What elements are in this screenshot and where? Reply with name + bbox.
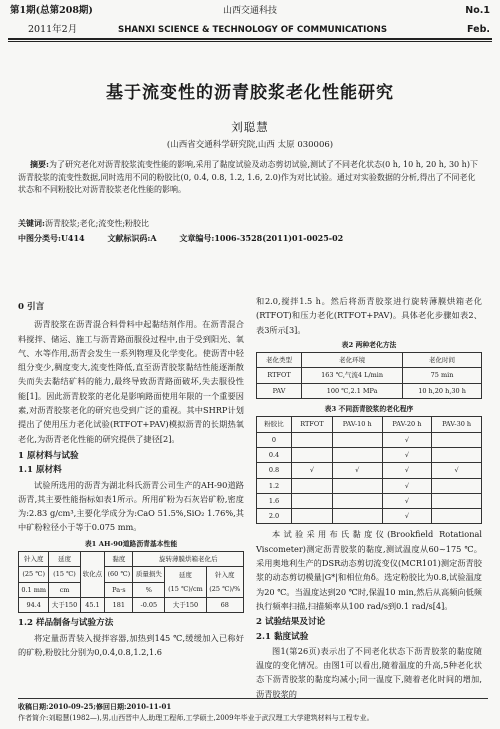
table-row [257,368,482,383]
t3-cell: √ [382,432,432,447]
t3-cell: 2.0 [257,509,292,524]
section-1-2-heading: 1.2 样品制备与试验方法 [18,618,114,629]
table-3 [256,416,482,524]
viscosity-paragraph: 图1(第26页)表示出了不同老化状态下沥青胶浆的黏度随温度的变化情况。由图1可以看出,随着温度的升高,5种老化状态下沥青胶浆的黏度均减小;同一温度下,随着老化时间的增加,沥青胶浆的 [256,645,482,699]
t1-cell: 45.1 [80,597,105,612]
preparation-paragraph: 将定量沥青装入搅拌容器,加热到145 ℃,缓缓加入已称好的矿粉,粉胶比分别为0,0.4,0.8,1.2,1.6 [18,632,244,657]
abstract [18,158,480,197]
abstract-label: 摘要: [30,159,49,169]
t3-head: RTFOT [291,417,332,432]
left-column [18,300,244,659]
t3-cell [291,447,332,462]
intro-heading: 0 引言 [18,302,45,312]
t1-head: 旋转薄膜烘箱老化后 [133,552,244,567]
issue-number: 第1期(总第208期) [10,5,93,16]
t2-head: 老化环境 [302,353,403,368]
article-number: 文章编号:1006-3528(2011)01-0025-02 [179,233,344,243]
t1-head [206,567,243,598]
t1-head-part: (15 ℃)/cm [168,585,203,594]
t1-head-part: 针入度 [215,570,235,579]
keywords-label: 关键词: [18,218,45,228]
t1-head: 针入度 [19,552,49,567]
table-row [257,493,482,508]
t3-cell [332,432,382,447]
t3-head: PAV-10 h [332,417,382,432]
article-title: 基于流变性的沥青胶浆老化性能研究 [106,83,394,103]
t2-head: 老化时间 [403,353,482,368]
t3-cell [291,432,332,447]
t3-cell: √ [332,463,382,478]
t3-cell: √ [382,463,432,478]
t1-head: cm [49,582,80,597]
t3-cell: 0 [257,432,292,447]
classification-line [18,233,480,244]
t1-cell: 181 [105,597,133,612]
t1-head: % [133,582,165,597]
t1-head: (15 ℃) [49,567,80,582]
t1-head: 黏度 [105,552,133,567]
t1-head: 延度 [49,552,80,567]
t3-cell: √ [291,463,332,478]
table-row [257,383,482,398]
t3-cell: √ [432,463,482,478]
t1-cell: -0.05 [133,597,165,612]
issue-no: No.1 [465,5,490,16]
t3-cell [332,478,382,493]
t3-cell [291,509,332,524]
t3-cell: √ [382,493,432,508]
materials-paragraph: 试验所选用的沥青为湖北科氏沥青公司生产的AH-90道路沥青,其主要性能指标如表1所示。所用矿粉为石灰岩矿粉,密度为:2.83 g/cm³,主要化学成分为:CaO 51.5%,SiO₂ 1.76%,其中矿粉粒径小于等于0.075 mm。 [18,479,244,533]
t3-head: PAV-20 h [382,417,432,432]
t2-cell: RTFOT [257,368,302,383]
method-paragraph: 本试验采用布氏黏度仪(Brookfield Rotational Viscometer)测定沥青胶浆的黏度,测试温度从60~175 ℃。采用奥地利生产的DSR动态剪切流变仪(MCR101)测定沥青胶浆的动态剪切模量|G*|和相位角δ。选定粉胶比为0.8,试验温度为20 ℃。当温度达到20 ℃时,保温10 min,然后从高频向低频执行频率扫描,扫描频率从100 rad/s到0.1 rad/s[4]。 [256,529,482,611]
header-rule-thin [8,41,492,42]
t3-cell [332,509,382,524]
keywords-text: 沥青胶浆;老化;流变性;粉胶比 [44,219,150,228]
t2-cell: 10 h,20 h,30 h [403,383,482,398]
t2-cell: 100 ℃,2.1 MPa [302,383,403,398]
t3-cell [432,509,482,524]
t3-cell [432,493,482,508]
table-row [257,432,482,447]
t3-cell [332,493,382,508]
t1-head: 0.1 mm [19,582,49,597]
author-name: 刘聪慧 [231,120,269,134]
t3-cell: 0.4 [257,447,292,462]
section-1-1-heading: 1.1 原材料 [18,465,62,476]
t1-head: 质量损失 [133,567,165,582]
intro-paragraph: 沥青胶浆在沥青混合料骨料中起黏结剂作用。在沥青混合料搅拌、储运、施工与沥青路面服役过程中,由于受到阳光、氧气、水等作用,沥青会发生一系列物理及化学变化。使沥青中轻组分变少,稠度变大,流变性降低,直至沥青胶浆黏结性能逐渐散失而失去黏结矿料的能力,最终导致沥青路面破坏,失去服役性能[1]。因此沥青胶浆的老化是影响路面使用年限的一个重要因素,对沥青胶浆老化的研究也受到广泛的重视。其中SHRP计划提出了使用压力老化试验(RTFOT+PAV)模拟沥青的长期热氧老化,为沥青老化性能的研究提供了捷径[2]。 [18,319,244,444]
t3-cell: √ [382,478,432,493]
issue-date: 2011年2月 [28,24,78,35]
t1-cell: 68 [206,597,243,612]
t1-cell: 94.4 [19,597,49,612]
t1-head: Pa·s [105,582,133,597]
journal-name-en: SHANXI SCIENCE & TECHNOLOGY OF COMMUNICATIONS [118,25,388,35]
table-3-caption: 表3 不同沥青胶浆的老化程序 [324,405,414,414]
document-code: 文献标识码:A [107,233,157,243]
table-2 [256,352,482,399]
issue-month-en: Feb. [467,24,490,35]
t1-cell: 大于150 [165,597,206,612]
table-row [257,478,482,493]
t3-cell [332,447,382,462]
t1-head: (60 ℃) [105,567,133,582]
t3-cell [432,447,482,462]
t3-cell [432,478,482,493]
table-row [257,509,482,524]
t2-cell: 163 ℃,气流4 L/min [302,368,403,383]
t3-head: 粉胶比 [257,417,292,432]
author-bio: 作者简介:刘聪慧(1982—),男,山西晋中人,助理工程师,工学硕士,2009年毕业于武汉理工大学建筑材料与工程专业。 [18,714,374,722]
aging-steps-paragraph: 和2.0,搅拌1.5 h。然后将沥青胶浆进行旋转薄膜烘箱老化(RTFOT)和压力老化(RTFOT+PAV)。具体老化步骤如表2、表3所示[3]。 [256,296,482,335]
t1-cell: 大于150 [49,597,80,612]
section-2-1-heading: 2.1 黏度试验 [256,631,309,642]
received-date: 收稿日期:2010-09-25;修回日期:2010-11-01 [18,702,172,711]
abstract-text: 为了研究老化对沥青胶浆流变性能的影响,采用了黏度试验及动态剪切试验,测试了不同老化状态(0 h, 10 h, 20 h, 30 h)下沥青胶浆的流变性数据,同时选用不同的粉胶比(0, 0.4, 0.8, 1.2, 1.6, 2.0)作为对比试验。通过对实验数据的分析,得出了不同老化状态和不同粉胶比对沥青胶浆老化性能的影响。 [18,160,478,194]
t3-head: PAV-30 h [432,417,482,432]
section-2-heading: 2 试验结果及讨论 [256,617,326,628]
table-row [19,597,244,612]
header-rule-thick [8,38,492,40]
t1-head-part: 延度 [178,570,192,579]
table-1 [18,551,244,613]
t3-cell: √ [382,447,432,462]
t1-head: (25 ℃) [19,567,49,582]
section-1-heading: 1 原材料与试验 [18,450,79,461]
table-2-caption: 表2 两种老化方法 [341,340,397,349]
t1-head [165,567,206,598]
t3-cell [291,478,332,493]
author-affiliation: (山西省交通科学研究院,山西 太原 030006) [166,140,334,150]
right-column [256,294,482,701]
t1-head: 软化点 [80,552,105,598]
keywords [18,218,480,229]
t3-cell: 1.6 [257,493,292,508]
footnote-rule [18,698,488,699]
table-1-caption: 表1 AH-90道路沥青基本性能 [84,539,178,548]
t3-cell [291,493,332,508]
journal-name-cn: 山西交通科技 [222,6,277,16]
t1-head-part: (25 ℃)/% [209,585,241,594]
clc-number: 中图分类号:U414 [18,233,85,243]
table-row [257,463,482,478]
table-row [257,447,482,462]
t2-cell: 75 min [403,368,482,383]
t3-cell [432,432,482,447]
t2-head: 老化类型 [257,353,302,368]
t3-cell: 0.8 [257,463,292,478]
t3-cell: 1.2 [257,478,292,493]
t2-cell: PAV [257,383,302,398]
t3-cell: √ [382,509,432,524]
